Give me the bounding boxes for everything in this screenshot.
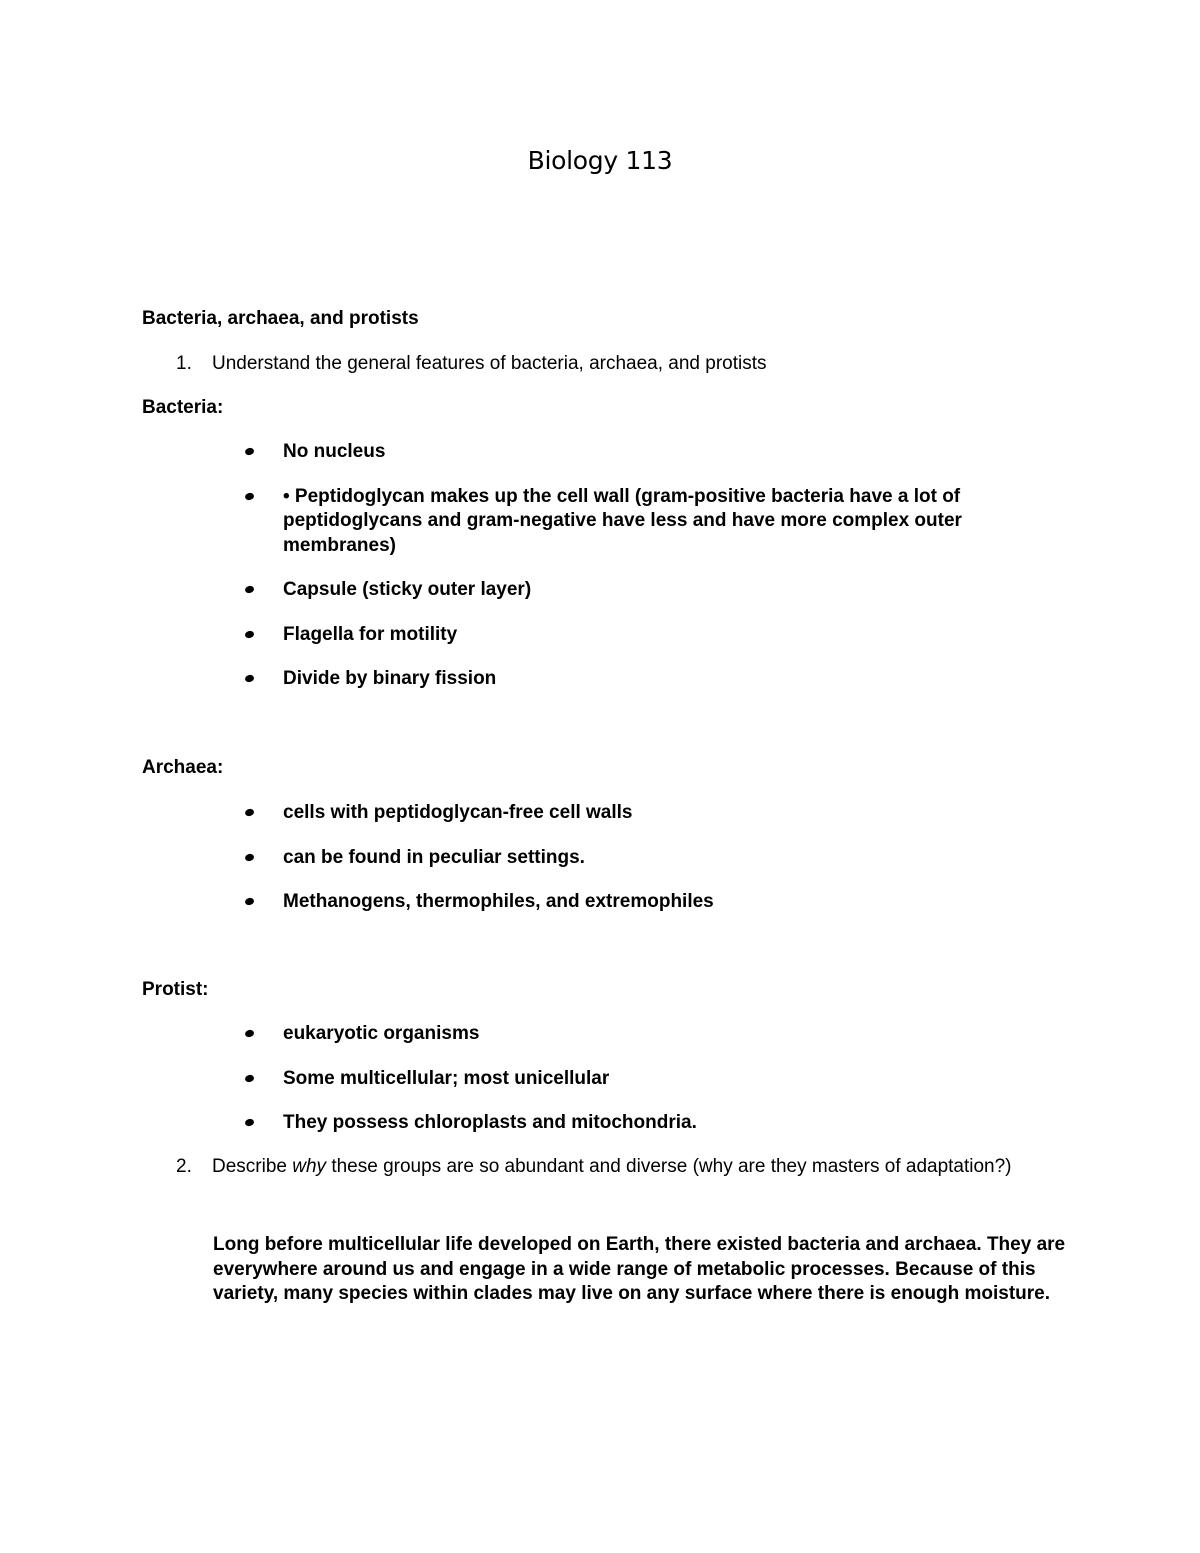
list-item-text: eukaryotic organisms: [283, 1023, 480, 1044]
list-item: [240, 440, 1070, 465]
list-item-text: Divide by binary fission: [283, 668, 497, 689]
bullet-icon: [244, 852, 255, 861]
section-heading: Bacteria, archaea, and protists: [142, 308, 419, 329]
bullet-icon: [244, 1029, 255, 1038]
question-text-emphasis: why: [292, 1156, 327, 1177]
protist-heading: Protist:: [142, 979, 209, 1000]
list-item: [240, 1067, 1070, 1092]
bullet-icon: [244, 808, 255, 817]
question-text-part: these groups are so abundant and diverse (why are they masters of adaptation?): [326, 1156, 1012, 1177]
list-item-text: No nucleus: [283, 441, 386, 462]
bullet-icon: [244, 491, 255, 500]
list-item-text: They possess chloroplasts and mitochondria.: [283, 1112, 697, 1133]
list-item: [240, 667, 1070, 692]
bacteria-list: [240, 440, 1070, 712]
archaea-list: [240, 801, 1070, 935]
bullet-icon: [244, 674, 255, 683]
bullet-icon: [244, 1073, 255, 1082]
bullet-icon: [244, 447, 255, 456]
list-item: [240, 846, 1070, 871]
bullet-icon: [244, 897, 255, 906]
archaea-heading: Archaea:: [142, 757, 224, 778]
question-text: Understand the general features of bacteria, archaea, and protists: [212, 353, 767, 374]
list-item: [240, 623, 1070, 648]
question-1: [176, 352, 1056, 376]
bullet-icon: [244, 1118, 255, 1127]
answer-paragraph: Long before multicellular life developed on Earth, there existed bacteria and archaea. They are everywhere around us and engage in a wide range of metabolic processes. Because of this variety, many species within clades may live on any surface where there is enough moisture.: [213, 1234, 1066, 1304]
bacteria-heading: Bacteria:: [142, 397, 224, 418]
bullet-icon: [244, 585, 255, 594]
list-item-text: • Peptidoglycan makes up the cell wall (gram-positive bacteria have a lot of peptidoglycans and gram-negative have less and have more complex outer membranes): [283, 485, 962, 556]
question-text: [212, 1155, 1056, 1179]
list-item-text: cells with peptidoglycan-free cell walls: [283, 802, 633, 823]
bullet-icon: [244, 629, 255, 638]
protist-list: [240, 1022, 1070, 1156]
list-item-text: can be found in peculiar settings.: [283, 846, 585, 868]
list-item-text: Methanogens, thermophiles, and extremophiles: [283, 891, 714, 912]
question-number: 1.: [176, 353, 192, 374]
list-item: [240, 1022, 1070, 1047]
list-item-text: Capsule (sticky outer layer): [283, 579, 532, 600]
list-item: [240, 485, 1070, 559]
list-item: [240, 1111, 1070, 1136]
document-title: Biology 113: [527, 146, 673, 175]
list-item-text: Some multicellular; most unicellular: [283, 1067, 610, 1089]
question-number: 2.: [176, 1156, 192, 1177]
question-text-part: Describe: [212, 1156, 293, 1177]
list-item: [240, 801, 1070, 826]
list-item: [240, 890, 1070, 915]
question-2: [176, 1155, 1056, 1179]
list-item: [240, 578, 1070, 603]
list-item-text: Flagella for motility: [283, 623, 458, 645]
